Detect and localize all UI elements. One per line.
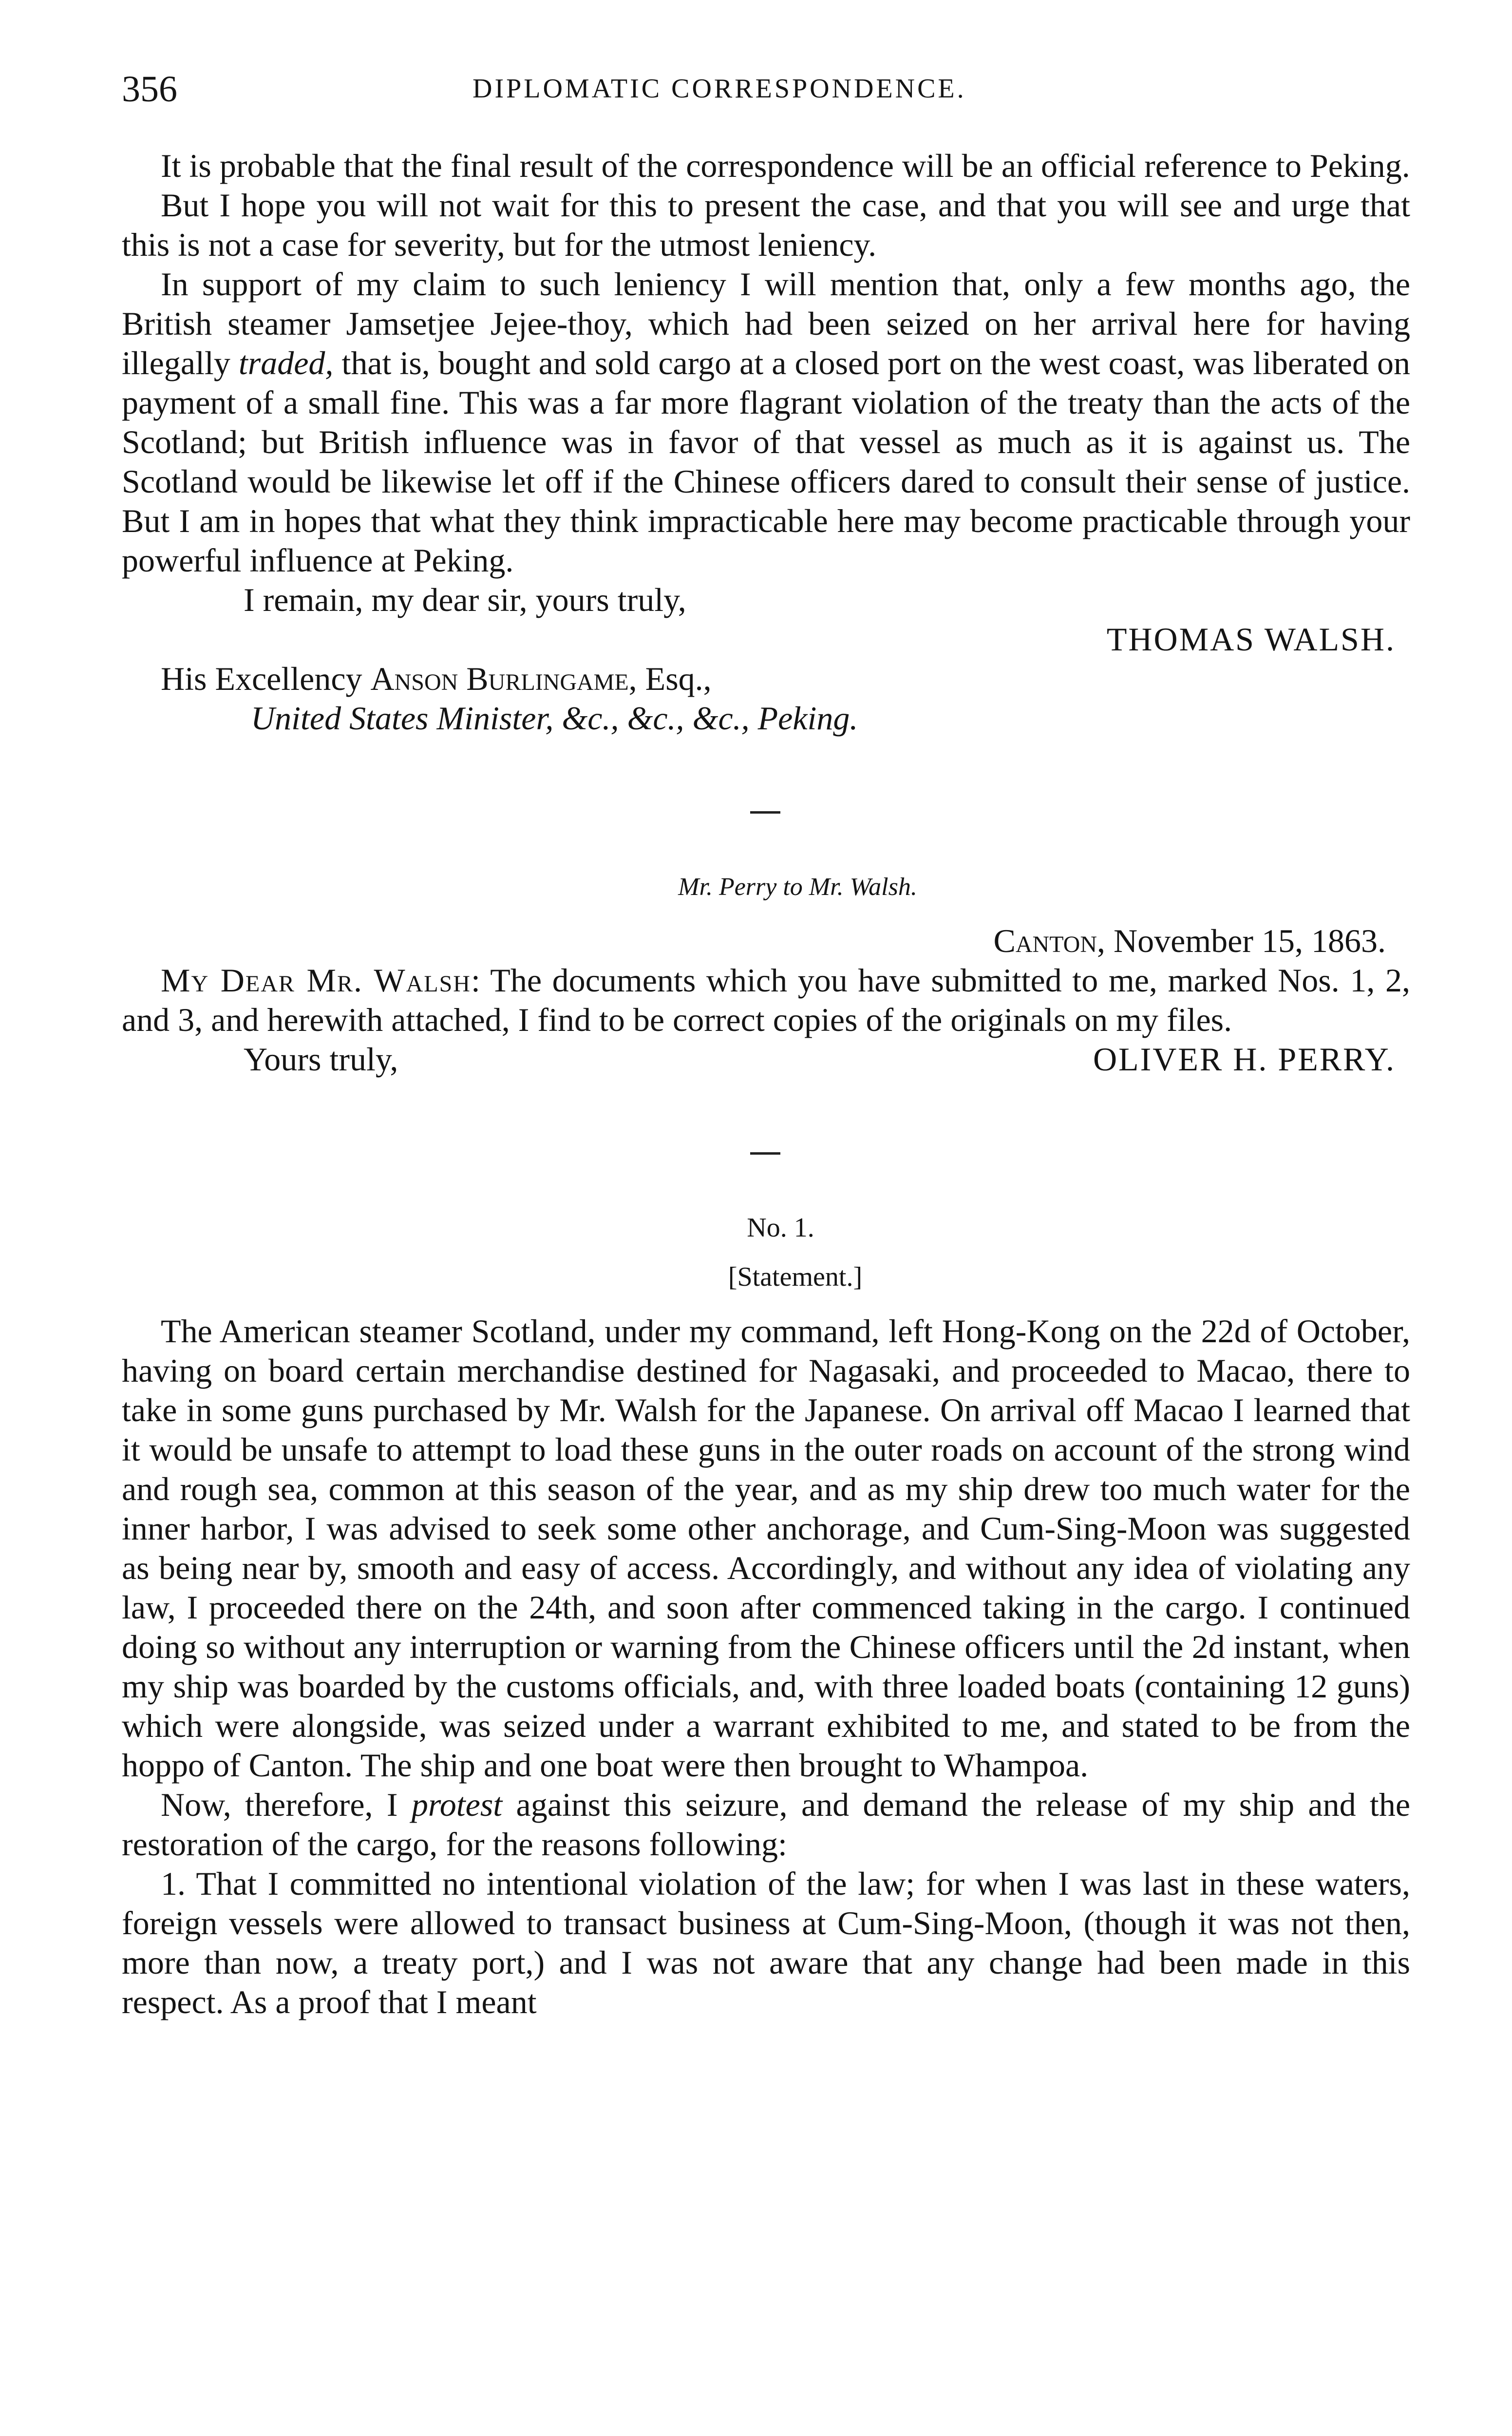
spacer: [122, 1297, 1410, 1312]
spacer: [122, 907, 1410, 921]
dateline-date: , November 15, 1863.: [1096, 922, 1386, 959]
salutation: My Dear Mr. Walsh: [161, 962, 471, 999]
statement-label: [Statement.]: [728, 1262, 863, 1292]
statement-paragraph-1: The American steamer Scotland, under my command, left Hong-Kong on the 22d of October, having on board certain merchandise destined for Nagasaki, and proceeded to Macao, there to take in some guns purchased by Mr. Walsh for the Japanese. On arrival off Macao I learned that it would be unsafe to attempt to load these guns in the outer roads on account of the strong wind and rough sea, common at this season of the year, and as my ship drew too much water for the inner harbor, I was advised to seek some other anchorage, and Cum-Sing-Moon was suggested as being near by, smooth and easy of access. Accordingly, and without any idea of violating any law, I proceeded there on the 24th, and soon after commenced taking in the cargo. I continued doing so without any interruption or warning from the Chinese officers until the 2d instant, when my ship was boarded by the customs officials, and, with three loaded boats (containing 12 guns) which were alongside, was seized under a warrant exhibited to me, and stated to be from the hoppo of Canton. The ship and one boat were then brought to Whampoa.: [122, 1313, 1410, 1784]
letter1-p3-text-a: In support of my claim to such leniency I will mention that, only a few months ago, the British steamer Jamsetjee Jejee-thoy, which had been seized on her arrival here for having illegally: [122, 266, 1410, 381]
letter2-body: [122, 961, 1410, 1040]
letter1-paragraph-3: [122, 265, 1410, 580]
letter1-address: [122, 659, 1410, 699]
statement-p2-italic: protest: [411, 1786, 503, 1823]
letter1-p3-italic: traded,: [238, 344, 334, 381]
letter2-heading: Mr. Perry to Mr. Walsh.: [678, 873, 917, 901]
letter2-signature: OLIVER H. PERRY.: [1093, 1041, 1396, 1078]
statement-p2-text-b: against this seizure, and demand the release of my ship and the restoration of the cargo, for the reasons following:: [122, 1786, 1410, 1863]
statement-paragraph-2: [122, 1785, 1410, 1864]
letter1-p3-text-b: that is, bought and sold cargo at a closed port on the west coast, was liberated on payment of a small fine. This was a far more flagrant violation of the treaty than the acts of the Scotland; but British influence was in favor of that vessel as much as it is against us. The Scotland would be likewise let off if the Chinese officers dared to consult their sense of justice. But I am in hopes that what they think impracticable here may become practicable through your powerful influence at Peking.: [122, 344, 1410, 579]
dateline-place: Canton: [993, 922, 1097, 959]
letter1-signature: THOMAS WALSH.: [1106, 621, 1396, 658]
salutation-colon: :: [471, 962, 491, 999]
letter1-paragraph-2: But I hope you will not wait for this to present the case, and that you will see and urge that this is not a case for severity, but for the utmost leniency.: [122, 187, 1410, 263]
address-name: Anson Burlingame: [370, 660, 629, 697]
statement-p2-text-a: Now, therefore, I: [161, 1786, 412, 1823]
spacer: [122, 814, 1410, 867]
letter1-closing: I remain, my dear sir, yours truly,: [244, 581, 686, 618]
letter1-address-line2: United States Minister, &c., &c., &c., Peking.: [251, 700, 858, 737]
running-title: DIPLOMATIC CORRESPONDENCE.: [472, 74, 966, 104]
spacer: [122, 1079, 1410, 1152]
address-prefix: His Excellency: [161, 660, 371, 697]
spacer: [122, 738, 1410, 811]
statement-paragraph-3: 1. That I committed no intentional violation of the law; for when I was last in these waters, foreign vessels were allowed to transact business at Cum-Sing-Moon, (though it was not then, more than now, a treaty port,) and I was not aware that any change had been made in this respect. As a proof that I meant: [122, 1865, 1410, 2020]
page-body: [122, 146, 1410, 2022]
spacer: [122, 1248, 1410, 1257]
letter2-body-text: The documents which you have submitted to me, marked Nos. 1, 2, and 3, and herewith attached, I find to be correct copies of the originals on my files.: [122, 962, 1410, 1038]
letter1-paragraph-1: It is probable that the final result of the correspondence will be an official reference to Peking.: [161, 147, 1410, 184]
letter2-dateline: [122, 921, 1410, 961]
page-number: 356: [122, 69, 177, 110]
spacer: [122, 1155, 1410, 1208]
page-header: [122, 68, 1408, 112]
address-suffix: , Esq.,: [628, 660, 712, 697]
statement-number: No. 1.: [747, 1213, 814, 1243]
letter2-closing: Yours truly,: [244, 1041, 398, 1078]
letter2-closing-row: [122, 1040, 1410, 1079]
